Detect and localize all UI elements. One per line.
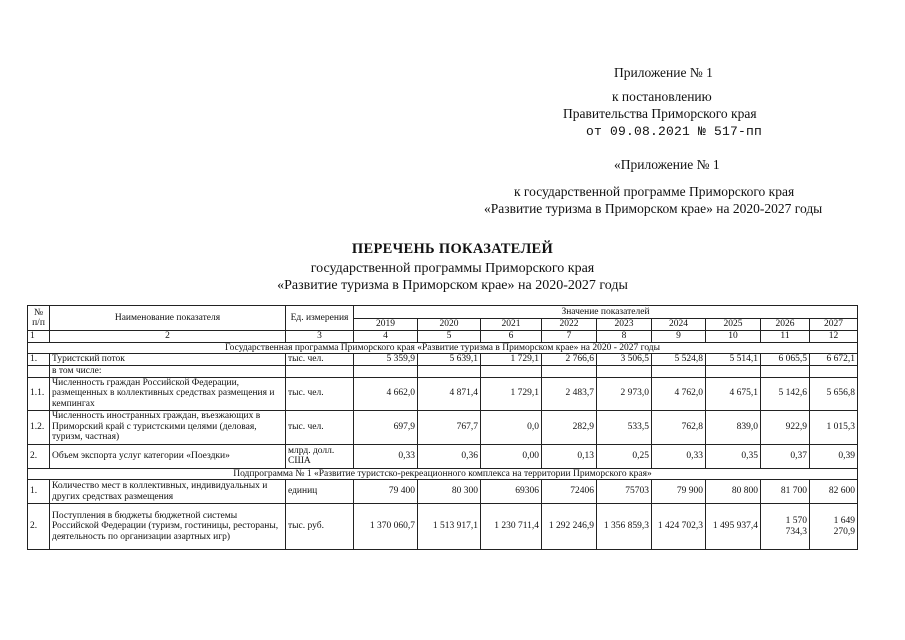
row-no: 1.	[28, 480, 50, 504]
row-unit: тыс. чел.	[286, 410, 354, 444]
value-cell: 839,0	[706, 410, 761, 444]
col-number: 7	[542, 331, 597, 343]
value-cell: 1 230 711,4	[481, 504, 542, 550]
value-cell: 762,8	[652, 410, 706, 444]
to-resolution-label: к постановлению	[612, 89, 712, 104]
table-row	[28, 377, 858, 410]
value-cell	[542, 366, 597, 378]
section-row	[28, 468, 858, 480]
section-subprogram: Подпрограмма № 1 «Развитие туристско-рекреационного комплекса на территории Приморского края»	[28, 468, 858, 480]
year-cell: 2021	[481, 319, 542, 331]
col-number: 1	[28, 331, 50, 343]
value-cell: 0,25	[597, 444, 652, 468]
value-cell: 2 973,0	[597, 377, 652, 410]
value-cell	[761, 366, 810, 378]
value-cell: 0,33	[652, 444, 706, 468]
year-cell: 2023	[597, 319, 652, 331]
value-cell: 922,9	[761, 410, 810, 444]
value-cell: 2 766,6	[542, 354, 597, 366]
value-cell: 767,7	[418, 410, 481, 444]
value-cell: 1 649 270,9	[810, 504, 858, 550]
value-cell: 1 513 917,1	[418, 504, 481, 550]
row-unit: единиц	[286, 480, 354, 504]
year-cell: 2027	[810, 319, 858, 331]
table-row	[28, 366, 858, 378]
table-row	[28, 410, 858, 444]
col-number: 4	[354, 331, 418, 343]
table-row	[28, 444, 858, 468]
year-cell: 2019	[354, 319, 418, 331]
col-number: 10	[706, 331, 761, 343]
title-line2: государственной программы Приморского края	[310, 261, 595, 276]
col-number: 5	[418, 331, 481, 343]
indicators-table	[27, 305, 858, 550]
row-no: 1.	[28, 354, 50, 366]
value-cell: 5 142,6	[761, 377, 810, 410]
value-cell: 1 424 702,3	[652, 504, 706, 550]
value-cell: 0,0	[481, 410, 542, 444]
value-cell: 79 400	[354, 480, 418, 504]
value-cell: 80 300	[418, 480, 481, 504]
row-no: 1.2.	[28, 410, 50, 444]
row-no	[28, 366, 50, 378]
row-unit: тыс. руб.	[286, 504, 354, 550]
value-cell: 0,33	[354, 444, 418, 468]
col-number: 12	[810, 331, 858, 343]
value-cell: 1 570 734,3	[761, 504, 810, 550]
row-unit	[286, 366, 354, 378]
value-cell: 82 600	[810, 480, 858, 504]
year-cell: 2024	[652, 319, 706, 331]
year-cell: 2022	[542, 319, 597, 331]
value-cell	[652, 366, 706, 378]
table-row	[28, 480, 858, 504]
section-program: Государственная программа Приморского края «Развитие туризма в Приморском крае» на 2020 - 2027 годы	[28, 342, 858, 354]
value-cell	[418, 366, 481, 378]
value-cell: 79 900	[652, 480, 706, 504]
value-cell: 4 662,0	[354, 377, 418, 410]
title-line3: «Развитие туризма в Приморском крае» на 2020-2027 годы	[277, 278, 628, 293]
value-cell: 81 700	[761, 480, 810, 504]
value-cell	[597, 366, 652, 378]
value-cell: 6 672,1	[810, 354, 858, 366]
value-cell: 282,9	[542, 410, 597, 444]
value-cell: 533,5	[597, 410, 652, 444]
header-values: Значение показателей	[354, 306, 858, 319]
value-cell: 697,9	[354, 410, 418, 444]
row-unit: млрд. долл. США	[286, 444, 354, 468]
row-no: 1.1.	[28, 377, 50, 410]
value-cell: 0,37	[761, 444, 810, 468]
value-cell: 1 015,3	[810, 410, 858, 444]
header-row-1	[28, 306, 858, 319]
value-cell: 0,00	[481, 444, 542, 468]
value-cell: 0,13	[542, 444, 597, 468]
value-cell: 80 800	[706, 480, 761, 504]
value-cell: 72406	[542, 480, 597, 504]
value-cell	[706, 366, 761, 378]
value-cell: 5 514,1	[706, 354, 761, 366]
row-name: Численность граждан Российской Федерации, размещенных в коллективных средствах размещения и кемпингах	[50, 377, 286, 410]
row-name: Туристский поток	[50, 354, 286, 366]
value-cell: 69306	[481, 480, 542, 504]
header-unit: Ед. измерения	[286, 306, 354, 331]
value-cell: 6 065,5	[761, 354, 810, 366]
header-name: Наименование показателя	[50, 306, 286, 331]
row-no: 2.	[28, 504, 50, 550]
col-number: 8	[597, 331, 652, 343]
value-cell: 1 292 246,9	[542, 504, 597, 550]
value-cell: 4 762,0	[652, 377, 706, 410]
value-cell: 1 729,1	[481, 377, 542, 410]
value-cell: 5 524,8	[652, 354, 706, 366]
col-number: 9	[652, 331, 706, 343]
col-number: 6	[481, 331, 542, 343]
value-cell: 1 370 060,7	[354, 504, 418, 550]
col-number: 11	[761, 331, 810, 343]
value-cell: 2 483,7	[542, 377, 597, 410]
header-no: № п/п	[28, 306, 50, 331]
value-cell: 75703	[597, 480, 652, 504]
government-label: Правительства Приморского края	[563, 106, 757, 121]
section-row	[28, 342, 858, 354]
value-cell: 4 675,1	[706, 377, 761, 410]
value-cell: 0,36	[418, 444, 481, 468]
value-cell: 5 639,1	[418, 354, 481, 366]
year-cell: 2025	[706, 319, 761, 331]
appendix2-label: «Приложение № 1	[614, 157, 720, 172]
date-number-label: от 09.08.2021 № 517-пп	[586, 124, 763, 139]
value-cell: 1 729,1	[481, 354, 542, 366]
to-program-label: к государственной программе Приморского края	[514, 184, 795, 199]
value-cell: 4 871,4	[418, 377, 481, 410]
table-row	[28, 504, 858, 550]
value-cell: 1 356 859,3	[597, 504, 652, 550]
value-cell	[481, 366, 542, 378]
col-number: 2	[50, 331, 286, 343]
column-numbers-row	[28, 331, 858, 343]
value-cell: 0,39	[810, 444, 858, 468]
document-title	[0, 242, 905, 257]
col-number: 3	[286, 331, 354, 343]
value-cell: 5 359,9	[354, 354, 418, 366]
value-cell: 1 495 937,4	[706, 504, 761, 550]
row-no: 2.	[28, 444, 50, 468]
row-unit: тыс. чел.	[286, 377, 354, 410]
year-cell: 2026	[761, 319, 810, 331]
value-cell: 3 506,5	[597, 354, 652, 366]
value-cell	[354, 366, 418, 378]
appendix-label: Приложение № 1	[614, 65, 713, 80]
row-name: Объем экспорта услуг категории «Поездки»	[50, 444, 286, 468]
row-unit: тыс. чел.	[286, 354, 354, 366]
value-cell: 0,35	[706, 444, 761, 468]
row-name: Численность иностранных граждан, въезжающих в Приморский край с туристскими целями (деловая, туризм, частная)	[50, 410, 286, 444]
row-name: Количество мест в коллективных, индивидуальных и других средствах размещения	[50, 480, 286, 504]
row-name: Поступления в бюджеты бюджетной системы Российской Федерации (туризм, гостиницы, рестораны, деятельность по организации азартных игр)	[50, 504, 286, 550]
value-cell: 5 656,8	[810, 377, 858, 410]
row-name: в том числе:	[50, 366, 286, 378]
title-main: ПЕРЕЧЕНЬ ПОКАЗАТЕЛЕЙ	[351, 241, 554, 257]
table-row	[28, 354, 858, 366]
year-cell: 2020	[418, 319, 481, 331]
program-name-label: «Развитие туризма в Приморском крае» на 2020-2027 годы	[484, 201, 823, 216]
value-cell	[810, 366, 858, 378]
